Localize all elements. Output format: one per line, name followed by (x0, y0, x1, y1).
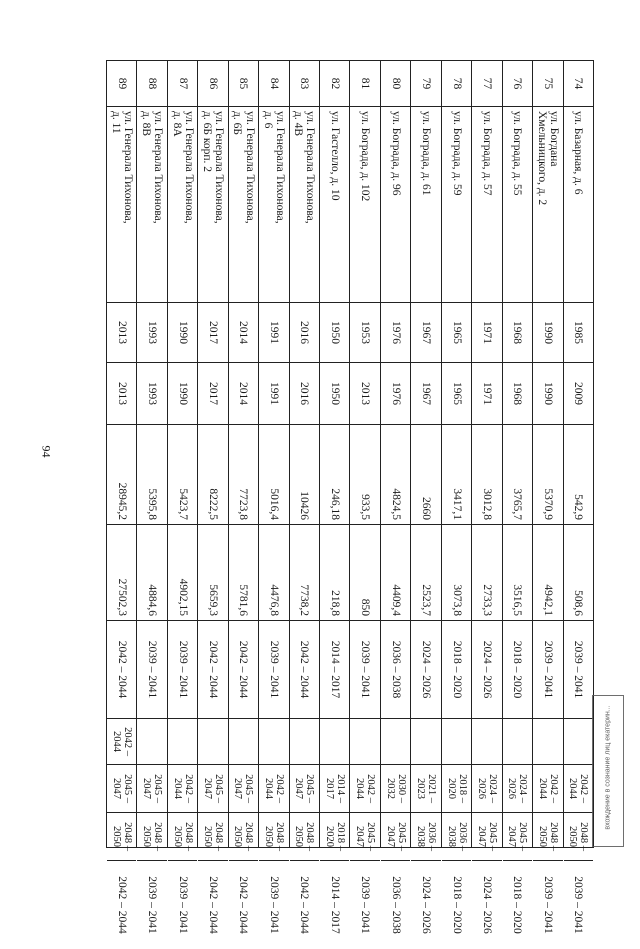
period-cell: 2018 – 2020 (450, 876, 463, 934)
row-number: 76 (503, 61, 532, 107)
period-cell (290, 719, 319, 765)
period-cell: 2014 – 2017 (320, 621, 349, 719)
total-area-cell: 3417,1 (442, 425, 471, 525)
year-commissioned-cell: 1976 (381, 363, 410, 425)
period-cell: 2039 – 2041 (351, 621, 380, 719)
year-commissioned-cell: 2017 (198, 363, 227, 425)
total-area-cell: 5395,8 (137, 425, 166, 525)
period-cell (168, 719, 197, 765)
address-cell: ул. Генерала Тихонова, д. 11 (107, 107, 136, 303)
period-cell: 2042 – 2044 (198, 621, 227, 719)
year-commissioned-cell: 2013 (107, 363, 136, 425)
year-commissioned-cell: 2009 (564, 363, 593, 425)
year-built-cell: 1985 (564, 303, 593, 363)
period-cell: 2042 – 2044 (207, 876, 220, 934)
row-number: 74 (564, 61, 593, 107)
period-cell: 2048 – 2050 (198, 813, 227, 861)
address-cell: ул. Бограда, д. 55 (503, 107, 532, 303)
period-cell: 2045 – 2047 (351, 813, 380, 861)
year-commissioned-cell: 1971 (472, 363, 501, 425)
row-number: 80 (381, 61, 410, 107)
period-cell (198, 719, 227, 765)
period-cell: 2039 – 2041 (533, 621, 562, 719)
table-row (289, 61, 319, 934)
period-cell: 2045 – 2047 (472, 813, 501, 861)
page-number: 94 (39, 445, 54, 458)
period-cell: 2039 – 2041 (564, 621, 593, 719)
period-cell: 2039 – 2041 (259, 621, 288, 719)
total-area-cell: 7723,8 (229, 425, 258, 525)
period-cell (351, 719, 380, 765)
year-built-cell: 1990 (533, 303, 562, 363)
period-cell: 2024 – 2026 (420, 876, 433, 934)
year-built-cell: 1993 (137, 303, 166, 363)
table-row (107, 61, 136, 934)
living-area-cell: 27502,3 (107, 525, 136, 621)
year-built-cell: 1991 (259, 303, 288, 363)
table-row (136, 61, 166, 934)
period-cell (381, 719, 410, 765)
period-cell: 2021 – 2023 (411, 765, 440, 813)
address-cell: ул. Бограда, д. 61 (411, 107, 440, 303)
table-row (258, 61, 288, 934)
year-built-cell: 1953 (351, 303, 380, 363)
period-cell: 2048 – 2050 (137, 813, 166, 861)
total-area-cell: 5423,7 (168, 425, 197, 525)
row-number: 85 (229, 61, 258, 107)
year-built-cell: 2017 (198, 303, 227, 363)
living-area-cell: 218,8 (320, 525, 349, 621)
period-cell: 2018 – 2020 (511, 876, 524, 934)
table-row (441, 61, 471, 934)
period-cell: 2036 – 2038 (411, 813, 440, 861)
year-built-cell: 1968 (503, 303, 532, 363)
period-cell: 2039 – 2041 (168, 621, 197, 719)
total-area-cell: 933,5 (351, 425, 380, 525)
total-area-cell: 4824,5 (381, 425, 410, 525)
year-commissioned-cell: 1993 (137, 363, 166, 425)
row-number: 77 (472, 61, 501, 107)
period-cell: 2018 – 2020 (442, 765, 471, 813)
total-area-cell: 3012,8 (472, 425, 501, 525)
address-cell: ул. Бограда, д. 59 (442, 107, 471, 303)
year-commissioned-cell: 1968 (503, 363, 532, 425)
period-cell (533, 719, 562, 765)
period-cell: 2036 – 2038 (389, 876, 402, 934)
row-number: 84 (259, 61, 288, 107)
period-cell (564, 719, 593, 765)
period-cell: 2048 – 2050 (290, 813, 319, 861)
row-number: 88 (137, 61, 166, 107)
year-commissioned-cell: 1990 (168, 363, 197, 425)
period-cell: 2036 – 2038 (442, 813, 471, 861)
period-cell: 2018 – 2020 (503, 621, 532, 719)
living-area-cell: 4884,6 (137, 525, 166, 621)
period-cell: 2042 – 2044 (107, 719, 136, 765)
period-cell (137, 719, 166, 765)
year-built-cell: 2014 (229, 303, 258, 363)
year-built-cell: 1976 (381, 303, 410, 363)
row-number: 82 (320, 61, 349, 107)
period-cell: 2045 – 2047 (137, 765, 166, 813)
total-area-cell: 8222,5 (198, 425, 227, 525)
total-area-cell: 3765,7 (503, 425, 532, 525)
period-cell: 2048 – 2050 (107, 813, 136, 861)
period-cell: 2045 – 2047 (381, 813, 410, 861)
table-row (471, 61, 501, 934)
total-area-cell: 2660 (411, 425, 440, 525)
living-area-cell: 7738,2 (290, 525, 319, 621)
period-cell: 2018 – 2020 (320, 813, 349, 861)
table-row (197, 61, 227, 934)
year-built-cell: 2016 (290, 303, 319, 363)
table-row (350, 61, 380, 934)
year-commissioned-cell: 2013 (351, 363, 380, 425)
period-cell (442, 719, 471, 765)
living-area-cell: 3073,8 (442, 525, 471, 621)
table-row (167, 61, 197, 934)
year-commissioned-cell: 2016 (290, 363, 319, 425)
period-cell: 2042 – 2044 (115, 876, 128, 934)
total-area-cell: 542,9 (564, 425, 593, 525)
period-cell: 2036 – 2038 (381, 621, 410, 719)
period-cell: 2042 – 2044 (298, 876, 311, 934)
total-area-cell: 10426 (290, 425, 319, 525)
living-area-cell: 3516,5 (503, 525, 532, 621)
period-cell: 2018 – 2020 (442, 621, 471, 719)
stamp-text: вхождение в сознание лиц екатерин... (604, 705, 612, 830)
row-number: 75 (533, 61, 562, 107)
year-commissioned-cell: 1990 (533, 363, 562, 425)
period-cell: 2045 – 2047 (229, 765, 258, 813)
period-cell: 2045 – 2047 (107, 765, 136, 813)
period-cell (229, 719, 258, 765)
year-commissioned-cell: 2014 (229, 363, 258, 425)
table-row (410, 61, 440, 934)
period-cell: 2042 – 2044 (229, 621, 258, 719)
living-area-cell: 4476,8 (259, 525, 288, 621)
period-cell: 2039 – 2041 (176, 876, 189, 934)
period-cell: 2039 – 2041 (267, 876, 280, 934)
period-cell: 2042 – 2044 (564, 765, 593, 813)
period-cell: 2039 – 2041 (541, 876, 554, 934)
period-cell: 2042 – 2044 (168, 765, 197, 813)
rotated-table-container (106, 60, 594, 934)
living-area-cell: 5781,6 (229, 525, 258, 621)
address-cell: ул. Базарная, д. 6 (564, 107, 593, 303)
year-built-cell: 1950 (320, 303, 349, 363)
period-cell: 2024 – 2026 (472, 621, 501, 719)
living-area-cell: 2733,3 (472, 525, 501, 621)
period-cell: 2042 – 2044 (290, 621, 319, 719)
period-cell: 2048 – 2050 (168, 813, 197, 861)
address-cell: ул. Богдана Хмельницкого, д. 2 (533, 107, 562, 303)
period-cell: 2024 – 2026 (481, 876, 493, 934)
table-row (532, 61, 562, 934)
table-row (380, 61, 410, 934)
period-cell: 2042 – 2044 (259, 765, 288, 813)
row-number: 79 (411, 61, 440, 107)
period-cell (320, 719, 349, 765)
period-cell: 2042 – 2044 (533, 765, 562, 813)
year-commissioned-cell: 1950 (320, 363, 349, 425)
period-cell: 2039 – 2041 (359, 876, 372, 934)
period-cell: 2045 – 2047 (503, 813, 532, 861)
period-cell: 2030 – 2032 (381, 765, 410, 813)
row-number: 87 (168, 61, 197, 107)
period-cell: 2048 – 2050 (533, 813, 562, 861)
period-cell: 2024 – 2026 (503, 765, 532, 813)
period-cell: 2014 – 2017 (320, 765, 349, 813)
address-cell: ул. Генерала Тихонова, д. 8В (137, 107, 166, 303)
table-row (563, 61, 593, 934)
period-cell: 2042 – 2044 (237, 876, 250, 934)
address-cell: ул. Генерала Тихонова, д. 8А (168, 107, 197, 303)
row-number: 86 (198, 61, 227, 107)
year-built-cell: 1965 (442, 303, 471, 363)
period-cell: 2048 – 2050 (564, 813, 593, 861)
row-number: 81 (351, 61, 380, 107)
table-row (228, 61, 258, 934)
row-number: 78 (442, 61, 471, 107)
period-cell: 2039 – 2041 (137, 621, 166, 719)
living-area-cell: 850 (351, 525, 380, 621)
period-cell: 2014 – 2017 (328, 876, 341, 934)
year-built-cell: 1990 (168, 303, 197, 363)
total-area-cell: 5016,4 (259, 425, 288, 525)
period-cell: 2024 – 2026 (472, 765, 501, 813)
year-built-cell: 2013 (107, 303, 136, 363)
year-built-cell: 1971 (472, 303, 501, 363)
table-row (502, 61, 532, 934)
period-cell: 2042 – 2044 (107, 621, 136, 719)
period-cell (472, 719, 501, 765)
address-cell: ул. Бограда, д. 96 (381, 107, 410, 303)
address-cell: ул. Бограда, д. 102 (351, 107, 380, 303)
total-area-cell: 28945,2 (107, 425, 136, 525)
address-cell: ул. Генерала Тихонова, д. 6Б (229, 107, 258, 303)
period-cell: 2045 – 2047 (198, 765, 227, 813)
period-cell: 2048 – 2050 (259, 813, 288, 861)
stamp (592, 695, 624, 847)
living-area-cell: 5659,3 (198, 525, 227, 621)
living-area-cell: 508,6 (564, 525, 593, 621)
living-area-cell: 4409,4 (381, 525, 410, 621)
year-commissioned-cell: 1965 (442, 363, 471, 425)
total-area-cell: 246,18 (320, 425, 349, 525)
living-area-cell: 4942,1 (533, 525, 562, 621)
period-cell: 2042 – 2044 (351, 765, 380, 813)
year-commissioned-cell: 1967 (411, 363, 440, 425)
address-cell: ул. Гастелло, д. 10 (320, 107, 349, 303)
living-area-cell: 4902,15 (168, 525, 197, 621)
row-number: 83 (290, 61, 319, 107)
period-cell (259, 719, 288, 765)
period-cell: 2039 – 2041 (572, 876, 585, 934)
address-cell: ул. Генерала Тихонова, д. 6 (259, 107, 288, 303)
table-row (319, 61, 349, 934)
period-cell: 2039 – 2041 (146, 876, 159, 934)
living-area-cell: 2523,7 (411, 525, 440, 621)
year-commissioned-cell: 1991 (259, 363, 288, 425)
housing-table (106, 60, 594, 934)
year-built-cell: 1967 (411, 303, 440, 363)
period-cell: 2048 – 2050 (229, 813, 258, 861)
period-cell (503, 719, 532, 765)
address-cell: ул. Генерала Тихонова, д. 6Б корп. 2 (198, 107, 227, 303)
period-cell: 2045 – 2047 (290, 765, 319, 813)
total-area-cell: 5370,9 (533, 425, 562, 525)
address-cell: ул. Генерала Тихонова, д. 4В (290, 107, 319, 303)
period-cell: 2024 – 2026 (411, 621, 440, 719)
row-number: 89 (107, 61, 136, 107)
address-cell: ул. Бограда, д. 57 (472, 107, 501, 303)
period-cell (411, 719, 440, 765)
